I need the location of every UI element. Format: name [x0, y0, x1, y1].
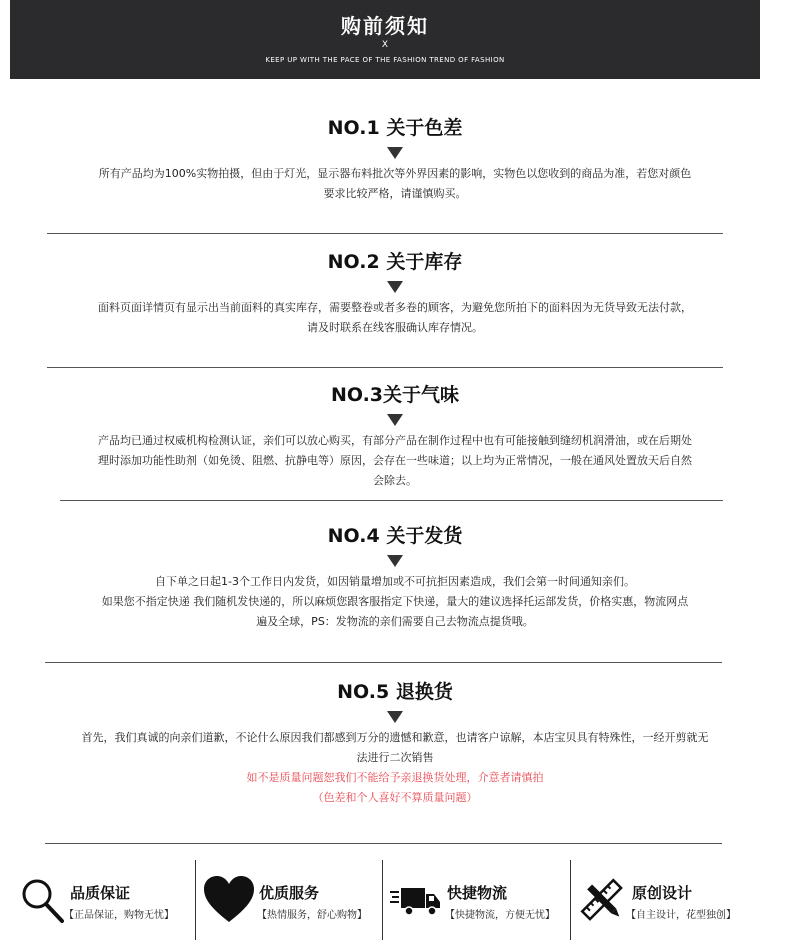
divider — [45, 843, 722, 844]
banner-title: 购前须知 — [341, 14, 429, 38]
feature-design — [576, 866, 776, 936]
section-stock — [0, 249, 790, 338]
heart-icon — [203, 874, 255, 926]
section-title: NO.3关于气味 — [330, 384, 460, 406]
feature-service — [203, 866, 378, 936]
feature-title: 品质保证 — [70, 884, 131, 902]
feature-title: 优质服务 — [259, 884, 320, 902]
down-arrow-icon — [387, 147, 403, 159]
divider — [60, 500, 723, 501]
feature-separator — [382, 860, 383, 940]
section-shipping — [0, 523, 790, 632]
magnifier-icon — [18, 874, 70, 926]
feature-subtitle: 【快捷物流，方便无忧】 — [445, 910, 555, 921]
feature-separator — [195, 860, 196, 940]
delivery-truck-icon — [389, 874, 441, 926]
feature-title: 快捷物流 — [447, 884, 508, 902]
feature-subtitle: 【热情服务，舒心购物】 — [257, 910, 367, 921]
down-arrow-icon — [387, 281, 403, 293]
section-title: NO.5 退换货 — [337, 681, 453, 703]
section-body: 所有产品均为100%实物拍摄，但由于灯光，显示器布料批次等外界因素的影响，实物色以您收到的商品为准，若您对颜色 要求比较严格，请谨慎购买。 — [98, 167, 692, 200]
feature-title: 原创设计 — [632, 884, 693, 902]
feature-separator — [570, 860, 571, 940]
section-odor — [0, 382, 790, 491]
section-returns — [0, 679, 790, 808]
down-arrow-icon — [387, 414, 403, 426]
section-title: NO.1 关于色差 — [327, 117, 463, 139]
feature-logistics — [389, 866, 567, 936]
header-banner — [10, 0, 760, 79]
feature-subtitle: 【正品保证，购物无忧】 — [64, 910, 174, 921]
section-title: NO.4 关于发货 — [327, 525, 463, 547]
divider — [47, 233, 723, 234]
down-arrow-icon — [387, 711, 403, 723]
banner-subtitle: KEEP UP WITH THE PACE OF THE FASHION TREND OF FASHION — [265, 56, 505, 64]
section-body: 自下单之日起1-3个工作日内发货，如因销量增加或不可抗拒因素造成，我们会第一时间通知亲们。 如果您不指定快递 我们随机发快递的，所以麻烦您跟客服指定下快递，量大的建议选择托运部发货，价格实惠，物流网点 遍及全球，PS：发物流的亲们需要自己去物流点提货哦。 — [101, 575, 689, 628]
divider — [47, 367, 723, 368]
section-body: 产品均已通过权威机构检测认证，亲们可以放心购买，有部分产品在制作过程中也有可能接触到缝纫机润滑油，或在后期处 理时添加功能性助剂（如免烫、阻燃、抗静电等）原因，会存在一些味道；以上均为正常情况，一般在通风处置放天后自然 会除去。 — [98, 434, 692, 487]
feature-subtitle: 【自主设计，花型独创】 — [626, 910, 736, 921]
section-body: 面料页面详情页有显示出当前面料的真实库存，需要整卷或者多卷的顾客，为避免您所拍下的面料因为无货导致无法付款， 请及时联系在线客服确认库存情况。 — [98, 301, 692, 334]
section-title: NO.2 关于库存 — [327, 251, 463, 273]
banner-x-mark: X — [381, 40, 389, 50]
feature-quality — [18, 866, 188, 936]
warning-note: （色差和个人喜好不算质量问题） — [312, 791, 478, 804]
down-arrow-icon — [387, 555, 403, 567]
section-color-difference — [0, 115, 790, 204]
warning-text: 如不是质量问题恕我们不能给予亲退换货处理，介意者请慎拍 — [246, 771, 544, 784]
section-body: 首先，我们真诚的向亲们道歉，不论什么原因我们都感到万分的遗憾和歉意，也请客户谅解，本店宝贝具有特殊性，一经开剪就无 法进行二次销售 如不是质量问题恕我们不能给予亲退换货处理，介意者请慎拍 （色差和个人喜好不算质量问题） — [25, 728, 765, 808]
ruler-pencil-icon — [576, 874, 628, 926]
divider — [45, 662, 722, 663]
